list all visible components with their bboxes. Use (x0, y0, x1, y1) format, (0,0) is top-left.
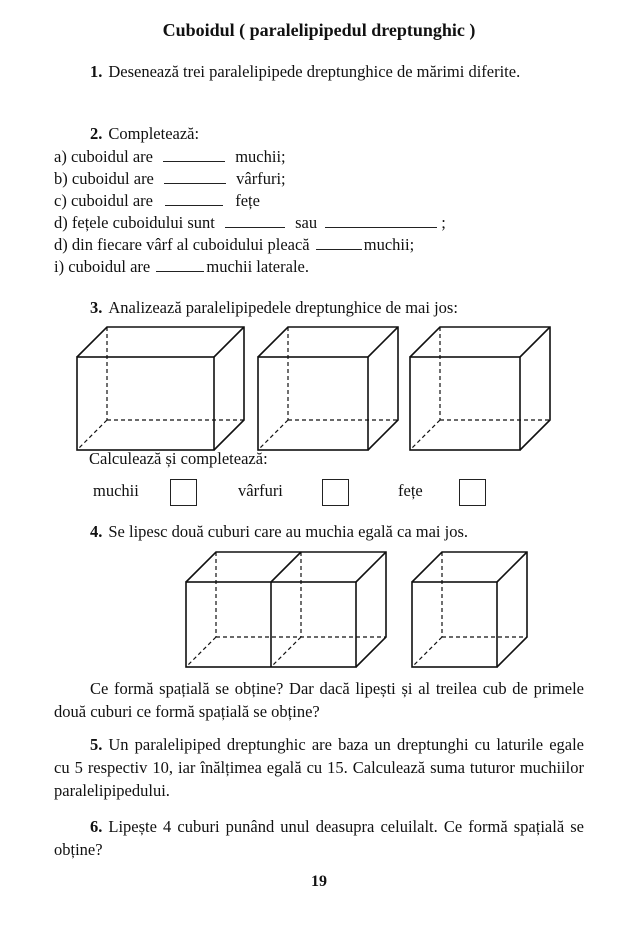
page-number: 19 (311, 873, 327, 890)
exercise-3-text: Analizează paralelipipedele dreptunghice de mai jos: (108, 298, 458, 317)
item-letter: i) (54, 257, 65, 276)
exercise-5 (54, 733, 584, 802)
cuboid-1-side-edge (214, 327, 244, 357)
cuboid-2-figure (258, 327, 398, 450)
cuboid-3-back-edges (410, 327, 550, 450)
cuboid-1-back-edges (77, 327, 244, 450)
two-glued-cubes-figure (186, 552, 386, 667)
cuboid-3-front-face (410, 357, 520, 450)
answer-box-muchii[interactable] (170, 479, 197, 506)
item-letter: b) (54, 169, 68, 188)
exercise-6-number: 6. (90, 817, 103, 836)
item-text-after: fețe (235, 191, 260, 210)
cuboid-2-front-face (258, 357, 368, 450)
item-text-middle: sau (295, 213, 318, 232)
cuboid-3-hidden-edges (410, 327, 550, 450)
exercise-3-subheading: Calculează și completează: (89, 449, 268, 468)
label-fete: fețe (398, 481, 423, 500)
item-text-after: vârfuri; (236, 169, 286, 188)
glued-cubes-middle-top-edge (271, 552, 301, 582)
item-text: cuboidul are (68, 257, 151, 276)
item-text-after: ; (441, 213, 446, 232)
exercise-2-heading-text: Completează: (108, 124, 200, 143)
cuboid-3-figure (410, 327, 550, 450)
exercise-6 (54, 815, 584, 861)
exercise-5-text: Un paralelipiped dreptunghic are baza un dreptunghi cu laturile egale cu 5 respectiv 10, iar înălțimea egală cu 15. Calculează suma tuturor muchiilor paralelipipedului. (54, 735, 584, 800)
exercise-2-number: 2. (90, 124, 103, 143)
item-letter: d) (54, 235, 68, 254)
single-cube-figure (412, 552, 527, 667)
cuboid-2-back-edges (258, 327, 398, 450)
cuboid-3-side-edge (520, 327, 550, 357)
exercise-1-number: 1. (90, 62, 103, 81)
cuboid-2-hidden-edges (258, 327, 398, 450)
exercise-5-number: 5. (90, 735, 103, 754)
exercise-1-text: Desenează trei paralelipipede dreptunghice de mărimi diferite. (108, 62, 521, 81)
item-text-after: muchii; (235, 147, 286, 166)
item-text: fețele cuboidului sunt (71, 213, 215, 232)
answer-box-fete[interactable] (459, 479, 486, 506)
answer-box-varfuri[interactable] (322, 479, 349, 506)
item-text-after: muchii laterale. (206, 257, 309, 276)
exercise-4-question: Ce formă spațială se obține? Dar dacă lipești și al treilea cub de primele două cuburi ce formă spațială se obține? (54, 679, 584, 721)
item-letter: c) (54, 191, 67, 210)
cuboid-1-figure (77, 327, 244, 450)
exercise-4-number: 4. (90, 522, 103, 541)
item-text: cuboidul are (70, 191, 153, 210)
item-text: cuboidul are (70, 147, 153, 166)
exercise-3-number: 3. (90, 298, 103, 317)
cuboid-2-side-edge (368, 327, 398, 357)
cuboid-1-front-face (77, 357, 214, 450)
item-text: cuboidul are (71, 169, 154, 188)
exercise-4-text: Se lipesc două cuburi care au muchia egală ca mai jos. (108, 522, 469, 541)
page-title: Cuboidul ( paralelipipedul dreptunghic ) (162, 20, 476, 40)
item-text: din fiecare vârf al cuboidului pleacă (71, 235, 310, 254)
label-varfuri: vârfuri (238, 481, 283, 500)
item-letter: d) (54, 213, 68, 232)
exercise-6-text: Lipește 4 cuburi punând unul deasupra celuilalt. Ce formă spațială se obține? (54, 817, 584, 859)
item-letter: a) (54, 147, 67, 166)
single-cube-side-edge (497, 552, 527, 582)
item-text-after: muchii; (363, 235, 415, 254)
cuboid-1-hidden-edges (77, 327, 244, 450)
label-muchii: muchii (93, 481, 139, 500)
glued-cubes-side-edge (356, 552, 386, 582)
exercise-4 (54, 520, 584, 543)
